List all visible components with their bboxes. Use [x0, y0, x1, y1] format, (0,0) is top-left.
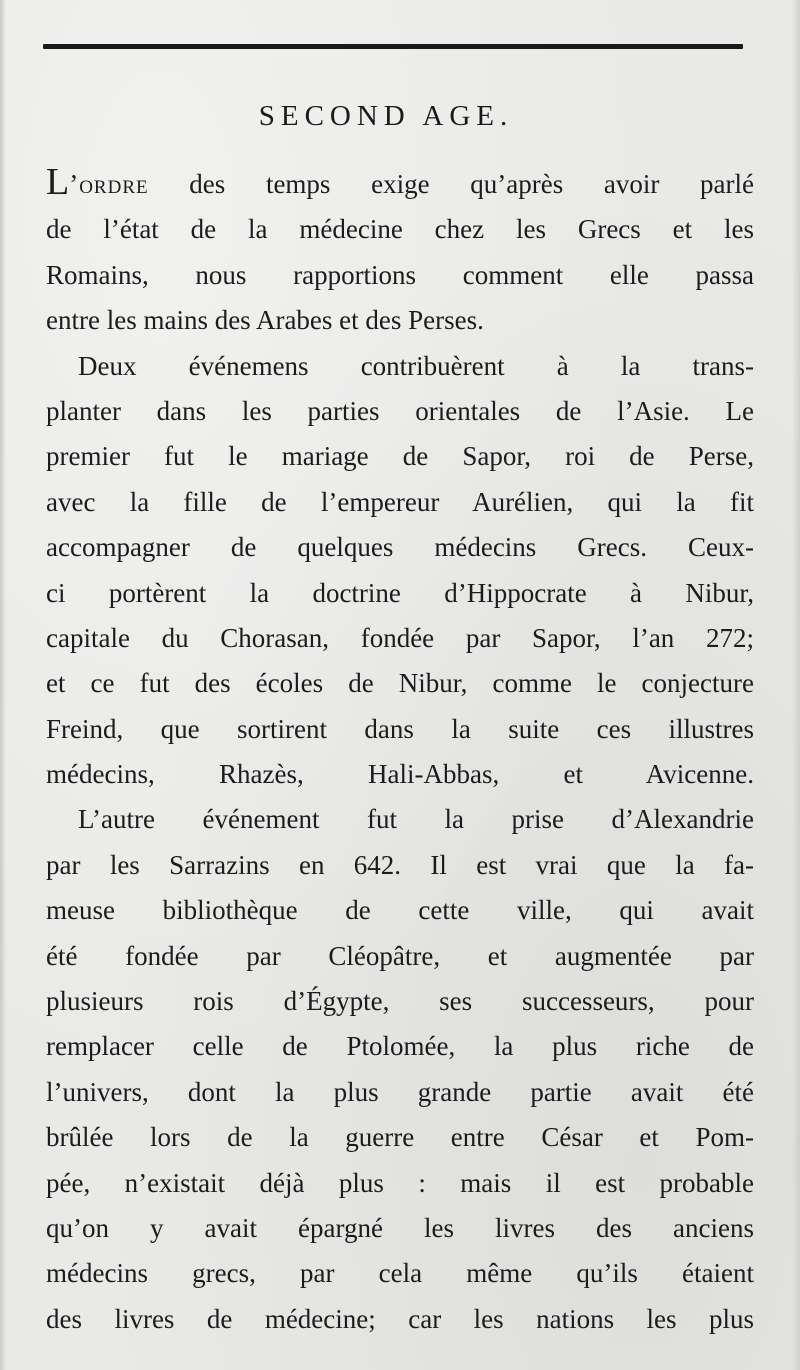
- text-line: médecins grecs, par cela même qu’ils étaient: [46, 1258, 754, 1289]
- text-line: été fondée par Cléopâtre, et augmentée par: [46, 940, 754, 971]
- page-edge-right: [792, 0, 800, 1370]
- text-line: brûlée lors de la guerre entre César et Pom-: [46, 1122, 754, 1153]
- text-line: et ce fut des écoles de Nibur, comme le conjecture: [46, 668, 754, 699]
- text-line: planter dans les parties orientales de l’Asie. Le: [46, 395, 754, 426]
- text-line: des livres de médecine; car les nations les plus: [46, 1303, 754, 1334]
- text-line: qu’on y avait épargné les livres des anciens: [46, 1212, 754, 1243]
- text-line: capitale du Chorasan, fondée par Sapor, l’an 272;: [46, 622, 754, 653]
- text-line: Romains, nous rapportions comment elle passa: [46, 259, 754, 290]
- text-line: Deux événemens contribuèrent à la trans-: [78, 350, 754, 381]
- text-line: entre les mains des Arabes et des Perses.: [46, 305, 484, 336]
- text-line: médecins, Rhazès, Hali-Abbas, et Avicenne.: [46, 759, 754, 790]
- header-rule: [43, 44, 743, 49]
- opening-smallcaps: ’ordre: [69, 169, 149, 199]
- text-line: ci portèrent la doctrine d’Hippocrate à Nibur,: [46, 577, 754, 608]
- chapter-heading: SECOND AGE.: [258, 100, 514, 132]
- text-line: de l’état de la médecine chez les Grecs et les: [46, 214, 754, 245]
- text-line: meuse bibliothèque de cette ville, qui avait: [46, 895, 754, 926]
- text-line: Freind, que sortirent dans la suite ces illustres: [46, 713, 754, 744]
- text-line: l’univers, dont la plus grande partie avait été: [46, 1076, 754, 1107]
- text-line: premier fut le mariage de Sapor, roi de Perse,: [46, 441, 754, 472]
- text-line-1: [46, 162, 754, 207]
- text-line: remplacer celle de Ptolomée, la plus riche de: [46, 1031, 754, 1062]
- text-line: accompagner de quelques médecins Grecs. Ceux-: [46, 532, 754, 563]
- body-text: [46, 162, 754, 1342]
- text-line: par les Sarrazins en 642. Il est vrai que la fa-: [46, 849, 754, 880]
- page-edge-left: [0, 0, 6, 1370]
- text-line: pée, n’existait déjà plus : mais il est probable: [46, 1167, 754, 1198]
- text-line: L’autre événement fut la prise d’Alexandrie: [78, 804, 754, 835]
- drop-cap: L: [46, 161, 70, 203]
- text-line: plusieurs rois d’Égypte, ses successeurs, pour: [46, 986, 754, 1017]
- opening-rest: des temps exige qu’après avoir parlé: [148, 169, 754, 199]
- text-line: avec la fille de l’empereur Aurélien, qui la fit: [46, 486, 754, 517]
